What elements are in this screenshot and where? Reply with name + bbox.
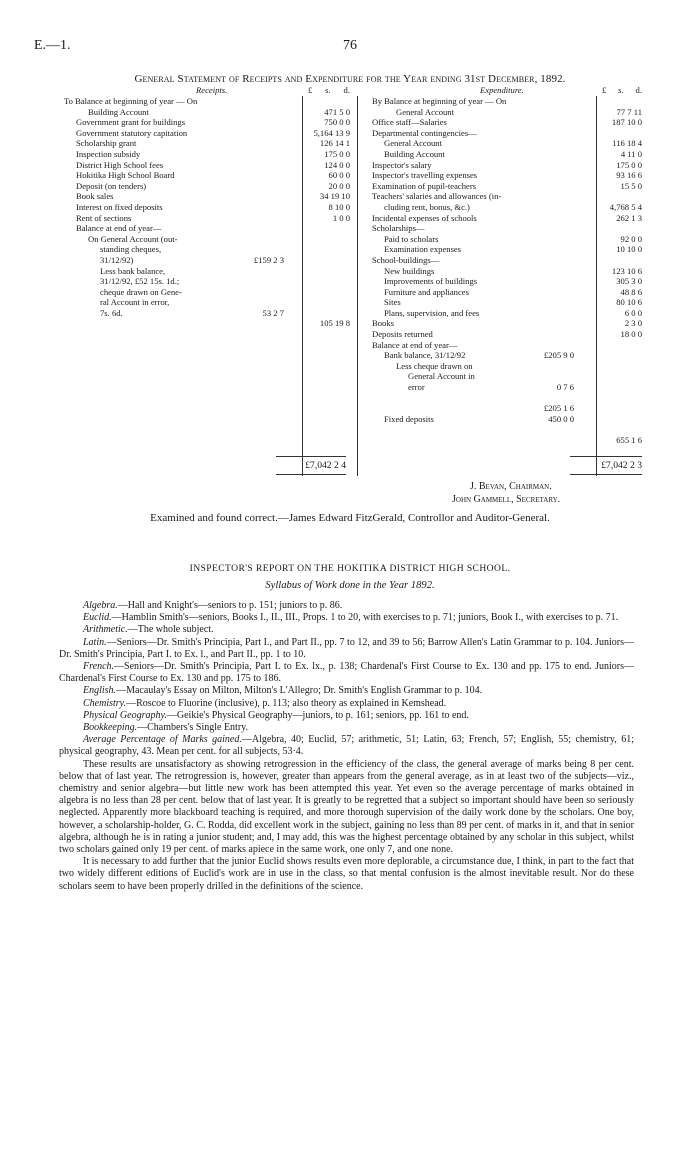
page-number: 76 — [343, 38, 357, 53]
subject-text: —Hall and Knight's—seniors to p. 151; juniors to p. 86. — [117, 600, 343, 611]
receipts-total-rule — [276, 456, 346, 457]
subject-name: Euclid. — [83, 612, 112, 624]
syllabus-subject — [59, 637, 634, 661]
receipts-label: Inspection subsidy — [76, 148, 141, 159]
expenditure-label: General Account — [396, 106, 454, 117]
receipts-label: To Balance at beginning of year — On — [64, 96, 198, 106]
expenditure-row — [372, 329, 644, 340]
pounds-label: £ — [308, 85, 313, 95]
subject-list — [59, 600, 634, 759]
expenditure-row — [372, 160, 644, 171]
subject-name: Algebra. — [83, 600, 118, 611]
receipts-heading: Receipts. — [196, 85, 228, 95]
expenditure-label: Bank balance, 31/12/92 — [384, 350, 466, 361]
expenditure-row — [372, 223, 644, 234]
expenditure-row — [372, 340, 644, 351]
expenditure-amount: 92 0 0 — [620, 233, 642, 244]
expenditure-row — [372, 170, 644, 181]
expenditure-label: Less cheque drawn on — [396, 360, 473, 371]
syllabus-subject — [59, 685, 634, 697]
expenditure-row — [372, 308, 644, 319]
receipts-amount: 175 0 0 — [324, 148, 350, 159]
expenditure-subamount: £205 9 0 — [543, 350, 574, 361]
audit-statement: Examined and found correct.—James Edward FitzGerald, Controllor and Auditor-General. — [150, 512, 550, 524]
expenditure-row — [372, 96, 644, 107]
expenditure-row — [372, 435, 644, 446]
subject-text: —Seniors—Dr. Smith's Principia, Part I. to Ex. lx., p. 138; Chardenal's First Course to Ex. 130 and pp. 175 to end. Juniors—Chardenal's First Course to Ex. 130 and pp. 175 to 186. — [59, 661, 634, 685]
receipts-label: Scholarship grant — [76, 138, 137, 149]
expenditure-label: Books — [372, 318, 394, 329]
expenditure-row — [372, 318, 644, 329]
receipts-amount: 8 10 0 — [328, 201, 350, 212]
expenditure-row — [372, 255, 644, 266]
expenditure-amount: 48 8 6 — [620, 286, 642, 297]
syllabus-subject — [59, 612, 634, 624]
expenditure-label: Inspector's salary — [372, 159, 432, 170]
expenditure-amount: 116 18 4 — [612, 138, 642, 149]
receipts-row — [64, 117, 354, 128]
subject-name: Latin. — [83, 636, 107, 648]
expenditure-row — [372, 266, 644, 277]
syllabus-title: Syllabus of Work done in the Year 1892. — [265, 580, 435, 591]
receipts-row — [64, 266, 354, 277]
syllabus-subject — [59, 624, 634, 636]
expenditure-label: Departmental contingencies— — [372, 127, 477, 138]
expenditure-row — [372, 403, 644, 414]
expenditure-label: Paid to scholars — [384, 233, 439, 244]
expenditure-currency-header — [602, 85, 642, 96]
report-paragraph: It is necessary to add further that the junior Euclid shows results even more deplorable, a circumstance due, I think, in part to the fact that two widely different editions of Euclid's work are in use in the class, so that mental confusion is the almost inevitable result. Nor do these scholars seem to have been properly drilled in the definitions of the science. — [59, 856, 634, 892]
page-header-ref: E.—1. — [34, 38, 71, 53]
receipts-row — [64, 297, 354, 308]
syllabus-subject — [59, 722, 634, 734]
receipts-label: ral Account in error, — [100, 297, 170, 308]
receipts-row — [64, 96, 354, 107]
receipts-total-underline — [276, 474, 346, 475]
column-divider — [357, 96, 358, 476]
receipts-label: 31/12/92, £52 15s. 1d.; — [100, 276, 180, 287]
expenditure-label: Sites — [384, 297, 401, 308]
expenditure-row — [372, 128, 644, 139]
receipts-amount: 124 0 0 — [324, 159, 350, 170]
receipts-currency-header — [308, 85, 350, 96]
receipts-amount-rule — [302, 96, 303, 476]
report-paragraph: These results are unsatisfactory as showing retrogression in the efficiency of the class, the general average of marks being 8 per cent. below that of last year. The retrogression is, however, greater than appears from the general average, as in at least two of the subjects—viz., chemistry and senior algebra—but little new work has been attempted this year. Yet even so the average percentage of marks obtained in algebra is no less than 28 per cent. below that of last year. It is greatly to be regretted that a subject so important should have been so seriously neglected. Apparently more blackboard teaching is required, and more thorough supervision of the daily work done by the scholars. One boy, however, a scholarship-holder, G. C. Rodda, did excellent work in the subject, gaining no less than 89 per cent. of marks in it, and that in senior algebra, although he is in rating a junior student; and, I may add, this was the highest percentage obtained by any scholar in this subject, whilst two scholars gained only 19 per cent. of marks apiece in the same work, one only 7, and one none. — [59, 758, 634, 856]
expenditure-subamount: 0 7 6 — [556, 382, 574, 393]
receipts-amount: 105 19 8 — [319, 318, 350, 329]
expenditure-label: Incidental expenses of schools — [372, 212, 477, 223]
receipts-row — [64, 255, 354, 266]
expenditure-amount: 305 3 0 — [616, 276, 642, 287]
subject-text: —Chambers's Single Entry. — [137, 722, 249, 734]
expenditure-row — [372, 149, 644, 160]
expenditure-label: Examination expenses — [384, 244, 462, 255]
expenditure-label: Office staff—Salaries — [372, 117, 447, 128]
receipts-total: £7,042 2 4 — [305, 460, 346, 471]
pounds-label: £ — [602, 85, 607, 95]
expenditure-amount: 93 16 6 — [616, 170, 642, 181]
receipts-row — [64, 276, 354, 287]
syllabus-subject — [59, 734, 634, 758]
expenditure-row — [372, 424, 644, 435]
receipts-label: 7s. 6d. — [100, 307, 123, 318]
receipts-label: Book sales — [76, 191, 114, 202]
expenditure-label: error — [408, 382, 425, 393]
receipts-row — [64, 244, 354, 255]
subject-name: English. — [83, 685, 117, 697]
expenditure-label: Fixed deposits — [384, 413, 434, 424]
subject-name: Arithmetic. — [83, 624, 128, 636]
expenditure-row — [372, 393, 644, 404]
expenditure-row — [372, 191, 644, 202]
receipts-row — [64, 138, 354, 149]
secretary-signature: John Gammell, Secretary. — [452, 494, 561, 505]
expenditure-amount: 175 0 0 — [616, 159, 642, 170]
receipts-amount: 471 5 0 — [324, 106, 350, 117]
expenditure-row — [372, 371, 644, 382]
receipts-label: Rent of sections — [76, 212, 132, 223]
chairman-signature: J. Bevan, Chairman. — [470, 481, 552, 492]
expenditure-amount: 262 1 3 — [616, 212, 642, 223]
receipts-row — [64, 107, 354, 118]
receipts-amount: 750 0 0 — [324, 117, 350, 128]
receipts-row — [64, 191, 354, 202]
expenditure-row — [372, 117, 644, 128]
expenditure-total-rule — [570, 456, 642, 457]
expenditure-amount: 77 7 11 — [616, 106, 642, 117]
receipts-label: cheque drawn on Gene- — [100, 286, 182, 297]
expenditure-amount: 80 10 6 — [616, 297, 642, 308]
expenditure-amount: 6 0 0 — [624, 307, 642, 318]
receipts-row — [64, 149, 354, 160]
receipts-amount: 20 0 0 — [328, 180, 350, 191]
expenditure-amount: 2 3 0 — [624, 318, 642, 329]
syllabus-subject — [59, 661, 634, 685]
expenditure-amount: 655 1 6 — [616, 435, 642, 445]
expenditure-label: Furniture and appliances — [384, 286, 469, 297]
report-paragraphs — [59, 759, 634, 893]
subject-text: —Hamblin Smith's—seniors, Books I., II., III., Props. 1 to 20, with exercises to p. 71; juniors, Book I., with exercises to p. 71. — [111, 612, 619, 624]
expenditure-row — [372, 234, 644, 245]
subject-name: Bookkeeping. — [83, 722, 138, 734]
receipts-label: Government grant for buildings — [76, 117, 186, 128]
report-title: INSPECTOR'S REPORT ON THE HOKITIKA DISTRICT HIGH SCHOOL. — [189, 563, 511, 574]
receipts-label: 31/12/92) — [100, 254, 134, 265]
receipts-amount: 126 14 1 — [319, 138, 350, 149]
expenditure-row — [372, 213, 644, 224]
expenditure-label: Teachers' salaries and allowances (in- — [372, 191, 502, 202]
expenditure-row — [372, 350, 644, 361]
expenditure-amount: 15 5 0 — [620, 180, 642, 191]
receipts-label: Less bank balance, — [100, 265, 166, 276]
report-body — [59, 600, 634, 893]
expenditure-row — [372, 181, 644, 192]
expenditure-label: cluding rent, bonus, &c.) — [384, 201, 470, 212]
expenditure-label: Examination of pupil-teachers — [372, 180, 477, 191]
receipts-amount: 34 19 10 — [319, 191, 350, 202]
expenditure-row — [372, 361, 644, 372]
subject-name: Chemistry. — [83, 697, 127, 709]
receipts-row — [64, 318, 354, 329]
receipts-row — [64, 181, 354, 192]
expenditure-row — [372, 107, 644, 118]
expenditure-list — [372, 96, 644, 446]
receipts-label: Balance at end of year— — [76, 223, 162, 234]
expenditure-amount: 10 10 0 — [616, 244, 642, 255]
expenditure-subamount: 450 0 0 — [548, 413, 574, 424]
expenditure-label: General Account in — [408, 371, 475, 382]
expenditure-label: Improvements of buildings — [384, 276, 478, 287]
expenditure-total: £7,042 2 3 — [601, 460, 642, 471]
subject-text: —Seniors—Dr. Smith's Principia, Part I., and Part II., pp. 7 to 12, and 39 to 56; Barrow Allen's Latin Grammar to p. 104. Juniors—Dr. Smith's Principia, Part I. to Ex. l., and Part II., pp. 1 to 10. — [59, 636, 634, 660]
expenditure-label: Scholarships— — [372, 223, 425, 234]
expenditure-row — [372, 414, 644, 425]
receipts-label: Hokitika High School Board — [76, 170, 175, 181]
syllabus-subject — [59, 600, 634, 612]
shillings-label: s. — [325, 85, 331, 95]
receipts-label: Building Account — [88, 106, 149, 117]
receipts-label: Government statutory capitation — [76, 127, 188, 138]
shillings-label: s. — [618, 85, 624, 95]
receipts-label: District High School fees — [76, 159, 164, 170]
expenditure-label: Building Account — [384, 148, 445, 159]
receipts-row — [64, 223, 354, 234]
expenditure-amount: 123 10 6 — [611, 265, 642, 276]
expenditure-label: Deposits returned — [372, 329, 433, 340]
receipts-row — [64, 308, 354, 319]
receipts-row — [64, 213, 354, 224]
receipts-amount: 1 0 0 — [332, 212, 350, 223]
subject-name: Physical Geography. — [83, 709, 167, 721]
expenditure-row — [372, 382, 644, 393]
receipts-row — [64, 234, 354, 245]
receipts-subamount: 53 2 7 — [262, 307, 284, 318]
expenditure-label: Plans, supervision, and fees — [384, 307, 480, 318]
receipts-list — [64, 96, 354, 329]
expenditure-label: By Balance at beginning of year — On — [372, 96, 507, 106]
expenditure-label: Inspector's travelling expenses — [372, 170, 478, 181]
expenditure-amount: 18 0 0 — [620, 329, 642, 340]
expenditure-amount: 187 10 0 — [611, 117, 642, 128]
receipts-label: Interest on fixed deposits — [76, 201, 163, 212]
subject-text: —Geikie's Physical Geography—juniors, to p. 161; seniors, pp. 161 to end. — [166, 709, 469, 721]
expenditure-amount: 4,768 5 4 — [609, 201, 642, 212]
receipts-row — [64, 202, 354, 213]
pence-label: d. — [635, 85, 642, 95]
expenditure-row — [372, 244, 644, 255]
expenditure-label: School-buildings— — [372, 254, 440, 265]
expenditure-subamount: £205 1 6 — [543, 403, 574, 414]
receipts-amount: 5,164 13 9 — [313, 127, 350, 138]
subject-text: —Macaulay's Essay on Milton, Milton's L'Allegro; Dr. Smith's English Grammar to p. 104. — [116, 685, 483, 697]
receipts-label: standing cheques, — [100, 244, 162, 255]
pence-label: d. — [343, 85, 350, 95]
receipts-row — [64, 170, 354, 181]
expenditure-label: Balance at end of year— — [372, 339, 458, 350]
receipts-amount: 60 0 0 — [328, 170, 350, 181]
receipts-row — [64, 160, 354, 171]
expenditure-label: General Account — [384, 138, 442, 149]
subject-name: Average Percentage of Marks gained. — [83, 734, 242, 746]
receipts-row — [64, 128, 354, 139]
expenditure-row — [372, 287, 644, 298]
statement-title: General Statement of Receipts and Expenditure for the Year ending 31st December, 1892. — [134, 73, 566, 85]
expenditure-heading: Expenditure. — [480, 85, 524, 95]
expenditure-row — [372, 138, 644, 149]
subject-text: —The whole subject. — [127, 624, 214, 636]
receipts-label: Deposit (on tenders) — [76, 180, 147, 191]
receipts-row — [64, 287, 354, 298]
syllabus-subject — [59, 710, 634, 722]
subject-name: French. — [83, 661, 115, 673]
expenditure-amount: 4 11 0 — [620, 148, 642, 159]
subject-text: —Roscoe to Fluorine (inclusive), p. 113; also theory as explained in Kemshead. — [126, 697, 447, 709]
expenditure-row — [372, 276, 644, 287]
receipts-subamount: £159 2 3 — [253, 254, 284, 265]
expenditure-total-underline — [570, 474, 642, 475]
expenditure-row — [372, 297, 644, 308]
expenditure-row — [372, 202, 644, 213]
expenditure-label: New buildings — [384, 265, 435, 276]
receipts-label: On General Account (out- — [88, 233, 178, 244]
expenditure-amount-rule — [596, 96, 597, 476]
syllabus-subject — [59, 698, 634, 710]
subject-text: —Algebra, 40; Euclid, 57; arithmetic, 51; Latin, 63; French, 57; English, 55; chemistry, 61; physical geography, 43. Mean per cent. for all subjects, 53·4. — [59, 734, 634, 758]
